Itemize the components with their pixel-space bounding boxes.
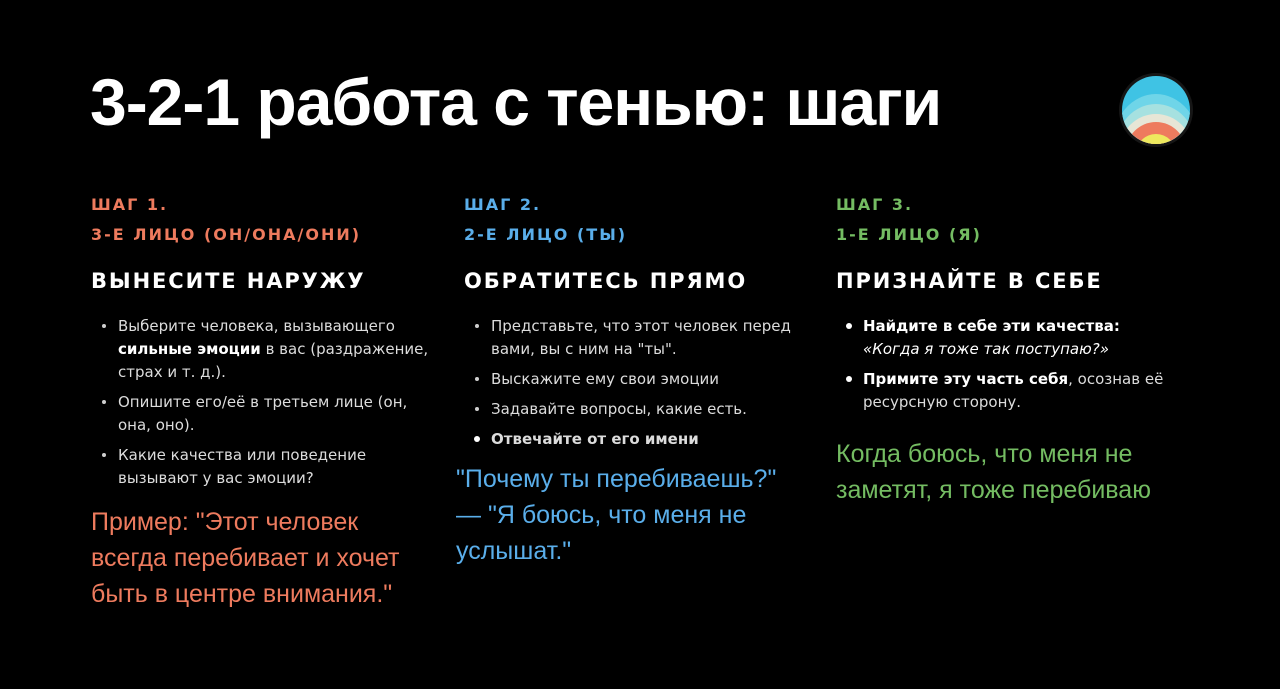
list-item: Представьте, что этот человек перед вами, вы с ним на "ты". xyxy=(464,315,801,361)
bullet-dot-icon xyxy=(102,400,106,404)
step-3-person: 1-Е ЛИЦО (Я) xyxy=(836,225,982,244)
step-3-bullet-list xyxy=(836,315,1186,414)
step-1-example: Пример: "Этот человек всегда перебивает и хочет быть в центре внимания." xyxy=(91,508,400,608)
step-1-number: ШАГ 1. xyxy=(91,195,169,214)
step-1-heading: ВЫНЕСИТЕ НАРУЖУ xyxy=(91,269,366,293)
step-1-column xyxy=(91,190,441,612)
list-item: Отвечайте от его имени xyxy=(464,428,811,451)
rainbow-circle-icon xyxy=(1118,72,1194,148)
step-3-number: ШАГ 3. xyxy=(836,195,914,214)
list-item: Выскажите ему свои эмоции xyxy=(464,368,811,391)
list-item: Какие качества или поведение вызывают у вас эмоции? xyxy=(91,444,428,490)
bullet-dot-icon xyxy=(846,323,852,329)
bullet-dot-icon xyxy=(475,377,479,381)
list-item: Примите эту часть себя, осознав её ресурсную сторону. xyxy=(836,368,1193,414)
step-2-heading: ОБРАТИТЕСЬ ПРЯМО xyxy=(464,269,748,293)
bullet-dot-icon xyxy=(474,436,480,442)
list-item: Выберите человека, вызывающего сильные эмоции в вас (раздражение, страх и т. д.). xyxy=(91,315,438,384)
page-title: 3-2-1 работа с тенью: шаги xyxy=(90,65,942,139)
step-2-number: ШАГ 2. xyxy=(464,195,542,214)
bullet-dot-icon xyxy=(846,376,852,382)
step-2-example: "Почему ты перебиваешь?" — "Я боюсь, что меня не услышат." xyxy=(456,465,777,565)
list-item: Задавайте вопросы, какие есть. xyxy=(464,398,811,421)
bullet-dot-icon xyxy=(475,324,479,328)
bullet-dot-icon xyxy=(475,407,479,411)
list-item: Найдите в себе эти качества: «Когда я тоже так поступаю?» xyxy=(836,315,1193,361)
step-2-bullet-list xyxy=(464,315,814,451)
step-3-example: Когда боюсь, что меня не заметят, я тоже перебиваю xyxy=(836,440,1151,504)
step-2-column xyxy=(456,190,814,569)
step-2-person: 2-Е ЛИЦО (ТЫ) xyxy=(464,225,628,244)
step-3-column xyxy=(836,190,1186,508)
bullet-dot-icon xyxy=(102,453,106,457)
list-item: Опишите его/её в третьем лице (он, она, оно). xyxy=(91,391,428,437)
step-1-bullet-list xyxy=(91,315,441,490)
step-3-heading: ПРИЗНАЙТЕ В СЕБЕ xyxy=(836,269,1103,293)
step-1-person: 3-Е ЛИЦО (ОН/ОНА/ОНИ) xyxy=(91,225,362,244)
bullet-dot-icon xyxy=(102,324,106,328)
